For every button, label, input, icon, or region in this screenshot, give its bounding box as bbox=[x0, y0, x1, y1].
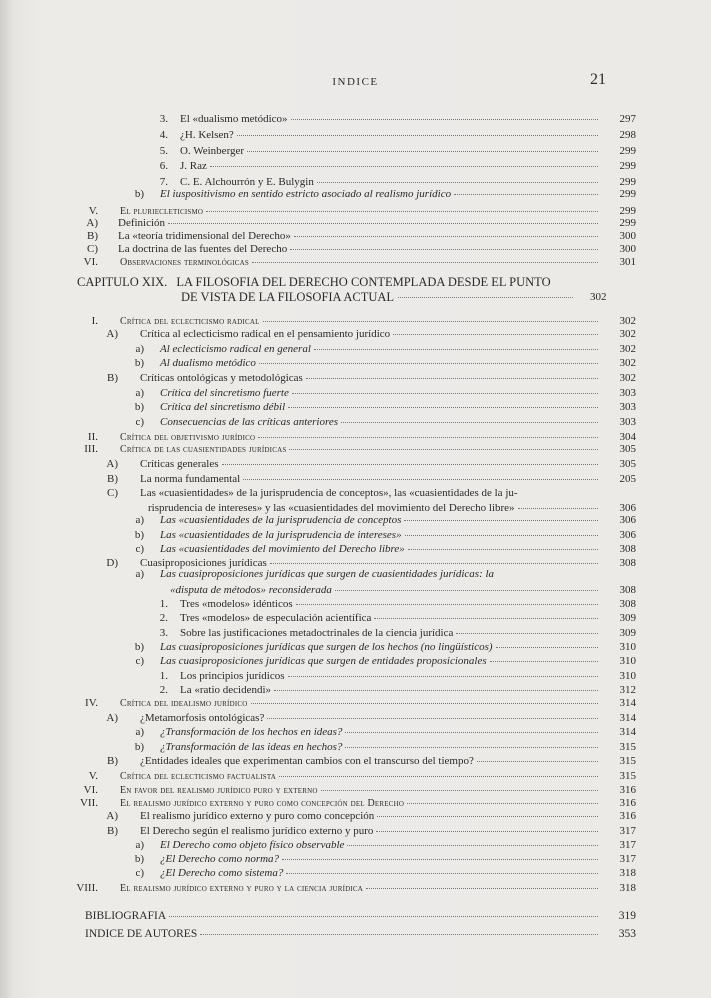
toc-entry bbox=[88, 810, 636, 823]
toc-entry bbox=[114, 357, 636, 370]
toc-entry-number: b) bbox=[134, 188, 144, 200]
toc-entry-page: 303 bbox=[619, 416, 636, 428]
toc-entry-text: El realismo jurídico externo y puro y la ciencia jurídica bbox=[120, 883, 364, 894]
toc-entry-text: La «teoría tridimensional del Derecho» bbox=[118, 230, 291, 242]
chapter-title-line2: DE VISTA DE LA FILOSOFIA ACTUAL bbox=[181, 290, 395, 304]
toc-entry-page: 353 bbox=[618, 928, 636, 940]
toc-entry-page: 308 bbox=[619, 543, 636, 555]
toc-entry-text: La «ratio decidendi» bbox=[180, 684, 272, 696]
toc-entry bbox=[88, 372, 636, 385]
toc-entry bbox=[114, 387, 636, 400]
toc-entry-page: 298 bbox=[619, 129, 636, 141]
toc-entry-number: 1. bbox=[159, 670, 168, 682]
toc-entry-text: ¿El Derecho como norma? bbox=[160, 853, 280, 865]
dot-leader bbox=[169, 916, 598, 917]
toc-entry-text: INDICE DE AUTORES bbox=[85, 928, 198, 940]
toc-entry-text: risprudencia de intereses» y las «cuasientidades del movimiento del Derecho libre» bbox=[148, 502, 515, 514]
toc-entry bbox=[68, 230, 636, 243]
dot-leader bbox=[496, 647, 598, 648]
toc-entry-number: c) bbox=[135, 867, 144, 879]
dot-leader bbox=[347, 845, 598, 846]
toc-entry-text: El realismo jurídico externo y puro como concepción bbox=[140, 810, 375, 822]
dot-leader bbox=[408, 549, 598, 550]
toc-entry-text: La doctrina de las fuentes del Derecho bbox=[118, 243, 288, 255]
toc-entry-number: A) bbox=[106, 458, 118, 470]
toc-entry-number: a) bbox=[135, 514, 144, 526]
toc-entry-number: B) bbox=[107, 473, 118, 485]
toc-entry-number: 2. bbox=[159, 684, 168, 696]
toc-entry-text: Las «cuasientidades de la jurisprudencia de intereses» bbox=[160, 529, 402, 541]
dot-leader bbox=[274, 690, 598, 691]
toc-entry bbox=[88, 487, 601, 500]
dot-leader bbox=[345, 732, 598, 733]
toc-entry bbox=[68, 697, 636, 710]
toc-entry-number: VI. bbox=[83, 256, 98, 268]
toc-entry-text: ¿Entidades ideales que experimentan cambios con el transcurso del tiempo? bbox=[140, 755, 474, 767]
toc-entry bbox=[114, 529, 636, 542]
toc-entry-text: Las cuasiproposiciones jurídicas que surgen de cuasientidades jurídicas: la bbox=[160, 568, 495, 580]
toc-entry-text: Tres «modelos» idénticos bbox=[180, 598, 293, 610]
toc-entry-number: 6. bbox=[159, 160, 168, 172]
dot-leader bbox=[206, 211, 598, 212]
toc-entry-page: 303 bbox=[619, 387, 636, 399]
toc-entry-number: b) bbox=[134, 357, 144, 369]
toc-entry bbox=[88, 458, 636, 471]
toc-entry-page: 310 bbox=[619, 670, 636, 682]
toc-entry-page: 299 bbox=[619, 160, 636, 172]
toc-entry-number: V. bbox=[88, 770, 98, 782]
toc-entry-page: 299 bbox=[619, 217, 636, 229]
toc-entry-page: 310 bbox=[619, 641, 636, 653]
toc-entry-number: b) bbox=[134, 529, 144, 541]
dot-leader bbox=[393, 334, 598, 335]
toc-entry bbox=[68, 770, 636, 783]
toc-entry bbox=[138, 160, 636, 173]
dot-leader bbox=[335, 590, 598, 591]
toc-entry-text: El iuspositivismo en sentido estricto asociado al realismo jurídico bbox=[160, 188, 452, 200]
toc-entry-number: A) bbox=[86, 217, 98, 229]
toc-entry-text: «disputa de métodos» reconsiderada bbox=[170, 584, 332, 596]
toc-entry-text: Las «cuasientidades» de la jurisprudencia de conceptos», las «cuasientidades de la ju- bbox=[140, 487, 518, 499]
toc-entry-number: b) bbox=[134, 641, 144, 653]
toc-entry-text: ¿Transformación de las ideas en hechos? bbox=[160, 741, 343, 753]
dot-leader bbox=[407, 803, 598, 804]
toc-entry-number: B) bbox=[107, 825, 118, 837]
toc-entry-number: C) bbox=[107, 487, 118, 499]
toc-entry bbox=[114, 416, 636, 429]
toc-entry-text: Definición bbox=[118, 217, 166, 229]
toc-entry-text: J. Raz bbox=[180, 160, 207, 172]
toc-entry-page: 300 bbox=[619, 230, 636, 242]
dot-leader bbox=[243, 479, 598, 480]
toc-entry bbox=[114, 543, 636, 556]
toc-entry-text: El «dualismo metódico» bbox=[180, 113, 288, 125]
dot-leader bbox=[279, 776, 598, 777]
toc-entry-text: Las «cuasientidades de la jurisprudencia de conceptos bbox=[160, 514, 402, 526]
toc-entry-text: Crítica de las cuasientidades jurídicas bbox=[120, 444, 287, 455]
toc-entry-page: 306 bbox=[619, 502, 636, 514]
toc-entry bbox=[138, 670, 636, 683]
dot-leader bbox=[267, 718, 598, 719]
toc-entry-page: 317 bbox=[619, 839, 636, 851]
dot-leader bbox=[292, 393, 598, 394]
toc-entry-page: 301 bbox=[619, 256, 636, 268]
toc-entry-page: 312 bbox=[619, 684, 636, 696]
toc-entry-page: 299 bbox=[619, 145, 636, 157]
toc-entry-text: ¿Transformación de los hechos en ideas? bbox=[160, 726, 343, 738]
toc-entry-text: ¿El Derecho como sistema? bbox=[160, 867, 284, 879]
toc-entry-number: A) bbox=[106, 810, 118, 822]
toc-entry-text: Las cuasiproposiciones jurídicas que surgen de los hechos (no lingüísticos) bbox=[160, 641, 493, 653]
toc-entry-page: 205 bbox=[619, 473, 636, 485]
toc-entry bbox=[114, 867, 636, 880]
toc-entry bbox=[114, 514, 636, 527]
toc-entry-number: VI. bbox=[83, 784, 98, 796]
toc-entry-number: a) bbox=[135, 726, 144, 738]
toc-entry-number: C) bbox=[87, 243, 98, 255]
toc-entry-page: 308 bbox=[619, 598, 636, 610]
toc-entry bbox=[138, 612, 636, 625]
toc-entry bbox=[114, 839, 636, 852]
toc-entry bbox=[68, 797, 636, 810]
dot-leader bbox=[314, 349, 598, 350]
toc-entry bbox=[114, 641, 636, 654]
toc-entry-text: Crítica del idealismo jurídico bbox=[120, 698, 248, 709]
toc-entry-page: 304 bbox=[619, 431, 636, 443]
toc-entry bbox=[138, 684, 636, 697]
dot-leader bbox=[282, 859, 598, 860]
toc-entry-text: En favor del realismo jurídico puro y externo bbox=[120, 785, 318, 796]
toc-entry-number: b) bbox=[134, 401, 144, 413]
dot-leader bbox=[251, 703, 599, 704]
toc-entry-number: a) bbox=[135, 387, 144, 399]
dot-leader bbox=[306, 378, 598, 379]
toc-entry bbox=[114, 741, 636, 754]
toc-entry-number: V. bbox=[88, 205, 98, 217]
toc-entry-page: 299 bbox=[619, 205, 636, 217]
toc-entry-text: Al dualismo metódico bbox=[160, 357, 256, 369]
toc-entry-page: 317 bbox=[619, 853, 636, 865]
chapter-title-line1: LA FILOSOFIA DEL DERECHO CONTEMPLADA DESDE EL PUNTO bbox=[176, 275, 551, 289]
dot-leader bbox=[454, 194, 598, 195]
toc-entry-page: 302 bbox=[619, 328, 636, 340]
toc-entry-page: 305 bbox=[619, 443, 636, 455]
toc-entry-page: 314 bbox=[619, 697, 636, 709]
toc-entry-page: 302 bbox=[619, 372, 636, 384]
toc-entry-text: Los principios jurídicos bbox=[180, 670, 285, 682]
toc-entry-page: 314 bbox=[619, 712, 636, 724]
dot-leader bbox=[289, 449, 598, 450]
toc-entry-number: D) bbox=[106, 557, 118, 569]
dot-leader bbox=[398, 297, 573, 298]
toc-entry-text: Las «cuasientidades del movimiento del Derecho libre» bbox=[160, 543, 405, 555]
toc-entry-page: 315 bbox=[619, 755, 636, 767]
dot-leader bbox=[405, 535, 598, 536]
toc-entry-number: 3. bbox=[159, 627, 168, 639]
toc-entry-page: 318 bbox=[619, 882, 636, 894]
toc-entry-number: B) bbox=[107, 372, 118, 384]
toc-entry-text: O. Weinberger bbox=[180, 145, 245, 157]
dot-leader bbox=[291, 119, 598, 120]
toc-entry-number: c) bbox=[135, 543, 144, 555]
toc-entry-page: 308 bbox=[619, 557, 636, 569]
dot-leader bbox=[290, 249, 598, 250]
toc-entry-page: 309 bbox=[619, 612, 636, 624]
toc-entry-page: 308 bbox=[619, 584, 636, 596]
toc-entry bbox=[138, 129, 636, 142]
toc-entry-page: 316 bbox=[619, 784, 636, 796]
toc-entry-number: I. bbox=[91, 315, 98, 327]
toc-entry-text: Críticas generales bbox=[140, 458, 219, 470]
toc-entry bbox=[88, 712, 636, 725]
toc-entry bbox=[138, 145, 636, 158]
dot-leader bbox=[270, 563, 598, 564]
toc-entry-page: 309 bbox=[619, 627, 636, 639]
toc-entry-text: La norma fundamental bbox=[140, 473, 241, 485]
toc-entry-text: Tres «modelos» de especulación acientífica bbox=[180, 612, 372, 624]
toc-entry-page: 315 bbox=[619, 741, 636, 753]
chapter-page-number: 302 bbox=[590, 291, 607, 303]
toc-entry bbox=[114, 343, 636, 356]
dot-leader bbox=[294, 236, 598, 237]
running-header-title: INDICE bbox=[332, 76, 379, 88]
toc-entry-number: 3. bbox=[159, 113, 168, 125]
toc-entry-text: El Derecho como objeto físico observable bbox=[160, 839, 345, 851]
toc-entry-number: 2. bbox=[159, 612, 168, 624]
toc-entry bbox=[138, 113, 636, 126]
toc-entry-page: 316 bbox=[619, 797, 636, 809]
chapter-label: CAPITULO XIX. bbox=[77, 275, 168, 289]
toc-entry-text: Cuasiproposiciones jurídicas bbox=[140, 557, 267, 569]
toc-entry-page: 317 bbox=[619, 825, 636, 837]
toc-entry-page: 310 bbox=[619, 655, 636, 667]
toc-entry-number: 4. bbox=[159, 129, 168, 141]
toc-entry-number: IV. bbox=[85, 697, 98, 709]
dot-leader bbox=[200, 934, 598, 935]
toc-entry-page: 319 bbox=[618, 910, 636, 922]
toc-entry bbox=[68, 882, 636, 895]
toc-entry bbox=[85, 928, 636, 941]
toc-entry-number: 7. bbox=[159, 176, 168, 188]
toc-entry bbox=[88, 328, 636, 341]
toc-entry-number: A) bbox=[106, 712, 118, 724]
toc-entry bbox=[68, 256, 636, 269]
toc-entry-page: 302 bbox=[619, 315, 636, 327]
toc-entry-number: c) bbox=[135, 655, 144, 667]
toc-entry bbox=[68, 217, 636, 230]
toc-entry-text: El pluriecleticismo bbox=[120, 206, 204, 217]
dot-leader bbox=[237, 135, 598, 136]
dot-leader bbox=[296, 604, 598, 605]
dot-leader bbox=[404, 520, 598, 521]
toc-entry-page: 300 bbox=[619, 243, 636, 255]
toc-entry bbox=[88, 755, 636, 768]
toc-entry-number: a) bbox=[135, 568, 144, 580]
toc-entry-text: ¿H. Kelsen? bbox=[180, 129, 234, 141]
toc-entry-text: Las cuasiproposiciones jurídicas que surgen de entidades proposicionales bbox=[160, 655, 487, 667]
dot-leader bbox=[477, 761, 598, 762]
toc-entry-number: A) bbox=[106, 328, 118, 340]
toc-entry bbox=[170, 584, 636, 597]
toc-entry bbox=[68, 315, 636, 328]
toc-entry-number: b) bbox=[134, 741, 144, 753]
toc-entry-number: B) bbox=[87, 230, 98, 242]
toc-entry bbox=[88, 825, 636, 838]
toc-entry bbox=[114, 655, 636, 668]
toc-entry-text: ¿Metamorfosis ontológicas? bbox=[140, 712, 265, 724]
toc-entry-page: 305 bbox=[619, 458, 636, 470]
toc-entry bbox=[114, 401, 636, 414]
toc-entry-text: C. E. Alchourrón y E. Bulygin bbox=[180, 176, 314, 188]
toc-entry-number: VII. bbox=[79, 797, 98, 809]
toc-entry-number: c) bbox=[135, 416, 144, 428]
toc-entry bbox=[68, 784, 636, 797]
toc-entry-page: 306 bbox=[619, 529, 636, 541]
toc-entry-text: Al eclecticismo radical en general bbox=[160, 343, 311, 355]
dot-leader bbox=[376, 831, 598, 832]
toc-entry-page: 302 bbox=[619, 343, 636, 355]
dot-leader bbox=[377, 816, 598, 817]
toc-entry-number: 1. bbox=[159, 598, 168, 610]
toc-entry-page: 314 bbox=[619, 726, 636, 738]
dot-leader bbox=[341, 422, 598, 423]
toc-entry bbox=[68, 243, 636, 256]
toc-entry-text: Crítica del eclecticismo factualista bbox=[120, 771, 277, 782]
dot-leader bbox=[247, 151, 598, 152]
toc-entry-number: 5. bbox=[159, 145, 168, 157]
toc-entry-page: 302 bbox=[619, 357, 636, 369]
dot-leader bbox=[210, 166, 598, 167]
toc-entry bbox=[68, 443, 636, 456]
dot-leader bbox=[259, 363, 598, 364]
page-number: 21 bbox=[590, 71, 606, 88]
toc-entry-page: 316 bbox=[619, 810, 636, 822]
toc-entry-text: Críticas ontológicas y metodológicas bbox=[140, 372, 303, 384]
dot-leader bbox=[374, 618, 598, 619]
dot-leader bbox=[288, 407, 598, 408]
toc-entry-number: a) bbox=[135, 343, 144, 355]
toc-entry bbox=[114, 726, 636, 739]
toc-entry-page: 306 bbox=[619, 514, 636, 526]
dot-leader bbox=[345, 747, 598, 748]
toc-entry-page: 318 bbox=[619, 867, 636, 879]
toc-entry-page: 299 bbox=[619, 188, 636, 200]
toc-entry-text: El Derecho según el realismo jurídico externo y puro bbox=[140, 825, 374, 837]
toc-entry-page: 299 bbox=[619, 176, 636, 188]
toc-entry-number: II. bbox=[87, 431, 98, 443]
toc-entry-text: BIBLIOGRAFIA bbox=[85, 910, 167, 922]
toc-entry-number: b) bbox=[134, 853, 144, 865]
toc-entry-text: Observaciones terminológicas bbox=[120, 257, 249, 268]
dot-leader bbox=[168, 223, 598, 224]
toc-entry-text: Crítica al eclecticismo radical en el pensamiento jurídico bbox=[140, 328, 391, 340]
toc-entry-text: Consecuencias de las críticas anteriores bbox=[160, 416, 339, 428]
dot-leader bbox=[258, 437, 598, 438]
toc-entry bbox=[88, 473, 636, 486]
dot-leader bbox=[456, 633, 598, 634]
dot-leader bbox=[518, 508, 598, 509]
toc-entry-page: 315 bbox=[619, 770, 636, 782]
toc-entry-text: Crítica del eclecticismo radical bbox=[120, 316, 260, 327]
toc-entry bbox=[85, 910, 636, 923]
dot-leader bbox=[317, 182, 598, 183]
toc-entry-number: B) bbox=[107, 755, 118, 767]
toc-entry bbox=[114, 568, 601, 581]
dot-leader bbox=[222, 464, 599, 465]
toc-entry-text: Crítica del objetivismo jurídico bbox=[120, 432, 256, 443]
toc-entry-number: III. bbox=[84, 443, 98, 455]
dot-leader bbox=[286, 873, 598, 874]
toc-entry bbox=[138, 598, 636, 611]
dot-leader bbox=[490, 661, 598, 662]
toc-entry-text: Crítica del sincretismo fuerte bbox=[160, 387, 289, 399]
chapter-heading bbox=[77, 275, 577, 305]
toc-entry bbox=[114, 853, 636, 866]
toc-entry bbox=[114, 188, 636, 201]
dot-leader bbox=[288, 676, 599, 677]
dot-leader bbox=[263, 321, 598, 322]
toc-entry-text: Sobre las justificaciones metadoctrinales de la ciencia jurídica bbox=[180, 627, 454, 639]
toc-entry bbox=[138, 627, 636, 640]
dot-leader bbox=[252, 262, 598, 263]
toc-entry-text: Crítica del sincretismo débil bbox=[160, 401, 286, 413]
toc-entry-number: a) bbox=[135, 839, 144, 851]
toc-entry-number: VIII. bbox=[76, 882, 98, 894]
toc-entry-text: El realismo jurídico externo y puro como concepción del Derecho bbox=[120, 798, 405, 809]
dot-leader bbox=[366, 888, 598, 889]
dot-leader bbox=[321, 790, 598, 791]
toc-entry-page: 303 bbox=[619, 401, 636, 413]
toc-entry-page: 297 bbox=[619, 113, 636, 125]
